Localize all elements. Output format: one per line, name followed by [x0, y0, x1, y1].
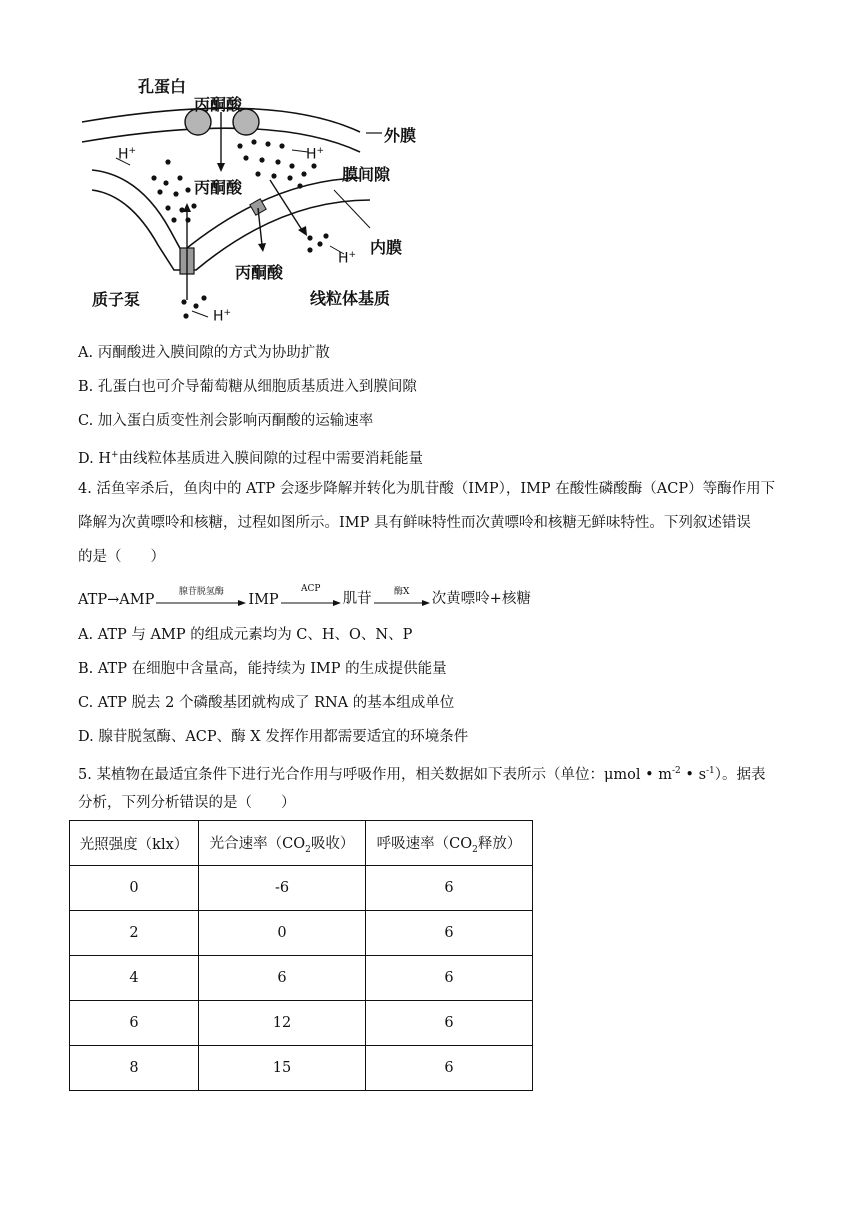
q3-option-b: B. 孔蛋白也可介导葡萄糖从细胞质基质进入到膜间隙: [78, 379, 417, 395]
q4-option-c: C. ATP 脱去 2 个磷酸基团就构成了 RNA 的基本组成单位: [78, 695, 455, 711]
cell-photosynthesis: 12: [199, 1001, 366, 1046]
matrix-label: 线粒体基质: [310, 289, 391, 308]
q4-reaction-scheme: [78, 584, 531, 608]
q5-stem-line2: 分析，下列分析错误的是（ ）: [78, 795, 296, 811]
table-row: [70, 1046, 533, 1091]
arrow-2-icon: [281, 596, 341, 608]
cell-light: 8: [70, 1046, 199, 1091]
arrow-3-icon: [374, 596, 430, 608]
header-respiration-rate: 呼吸速率（$CO_2$释放）: [366, 821, 533, 866]
mitochondria-diagram: [70, 70, 450, 330]
photosynthesis-table: [69, 820, 533, 1091]
proton-pump-label: 质子泵: [92, 290, 141, 309]
cell-photosynthesis: 6: [199, 956, 366, 1001]
table-row: [70, 866, 533, 911]
h-left-label: H+: [118, 146, 137, 163]
enzyme2-label: ACP: [300, 584, 321, 594]
rx-products: 次黄嘌呤+核糖: [431, 591, 531, 607]
q4-stem-line1: 4. 活鱼宰杀后，鱼肉中的 ATP 会逐步降解并转化为肌苷酸（IMP），IMP 在酸性磷酸酶（ACP）等酶作用下: [78, 481, 776, 497]
cell-light: 0: [70, 866, 199, 911]
pyruvate-bottom-label: 丙酮酸: [235, 263, 284, 282]
q4-option-b: B. ATP 在细胞中含量高，能持续为 IMP 的生成提供能量: [78, 661, 447, 677]
cell-photosynthesis: 15: [199, 1046, 366, 1091]
table-header-row: [70, 821, 533, 866]
q3-option-a: A. 丙酮酸进入膜间隙的方式为协助扩散: [78, 345, 330, 361]
arrow-1-icon: [156, 596, 246, 608]
cell-photosynthesis: 0: [199, 911, 366, 956]
cell-light: 4: [70, 956, 199, 1001]
header-photosynthesis-rate: 光合速率（$CO_2$吸收）: [199, 821, 366, 866]
q3-option-d: D. H+由线粒体基质进入膜间隙的过程中需要消耗能量: [78, 450, 424, 467]
rx-arrow-2: [281, 584, 341, 608]
rx-atp-amp: ATP→AMP: [78, 592, 155, 608]
pyruvate-mid-label: 丙酮酸: [194, 178, 243, 197]
porin-label: 孔蛋白: [138, 77, 187, 96]
cell-respiration: 6: [366, 866, 533, 911]
h-right-label: H+: [306, 146, 325, 163]
q4-stem-line2: 降解为次黄嘌呤和核糖，过程如图所示。IMP 具有鲜味特性而次黄嘌呤和核糖无鲜味特性。下列叙述错误: [78, 515, 751, 531]
q4-option-a: A. ATP 与 AMP 的组成元素均为 C、H、O、N、P: [78, 627, 413, 643]
rx-arrow-1: [156, 587, 246, 608]
intermembrane-space-label: 膜间隙: [342, 165, 391, 184]
q3-option-c: C. 加入蛋白质变性剂会影响丙酮酸的运输速率: [78, 413, 374, 429]
q4-stem-line3: 的是（ ）: [78, 549, 165, 565]
cell-respiration: 6: [366, 1046, 533, 1091]
table-row: [70, 1001, 533, 1046]
enzyme3-label: 酶X: [393, 587, 410, 597]
cell-respiration: 6: [366, 956, 533, 1001]
rx-inosine: 肌苷: [342, 591, 372, 607]
outer-membrane-label: 外膜: [384, 126, 417, 145]
inner-membrane-label: 内膜: [370, 238, 403, 257]
q4-option-d: D. 腺苷脱氢酶、ACP、酶 X 发挥作用都需要适宜的环境条件: [78, 729, 469, 745]
cell-photosynthesis: -6: [199, 866, 366, 911]
header-light-intensity: 光照强度（klx）: [70, 821, 199, 866]
h-bottom-label: H+: [213, 308, 232, 325]
h-inner-label: H+: [338, 250, 357, 267]
enzyme1-label: 腺苷脱氢酶: [178, 587, 224, 597]
table-row: [70, 956, 533, 1001]
q5-stem-line1: 5. 某植物在最适宜条件下进行光合作用与呼吸作用，相关数据如下表所示（单位：μmol • $m^{-2}$ • $s^{-1}$）。据表: [78, 766, 766, 783]
cell-light: 6: [70, 1001, 199, 1046]
cell-respiration: 6: [366, 911, 533, 956]
rx-imp: IMP: [248, 592, 279, 608]
cell-respiration: 6: [366, 1001, 533, 1046]
table-row: [70, 911, 533, 956]
pyruvate-top-label: 丙酮酸: [194, 95, 243, 114]
cell-light: 2: [70, 911, 199, 956]
rx-arrow-3: [374, 587, 430, 608]
